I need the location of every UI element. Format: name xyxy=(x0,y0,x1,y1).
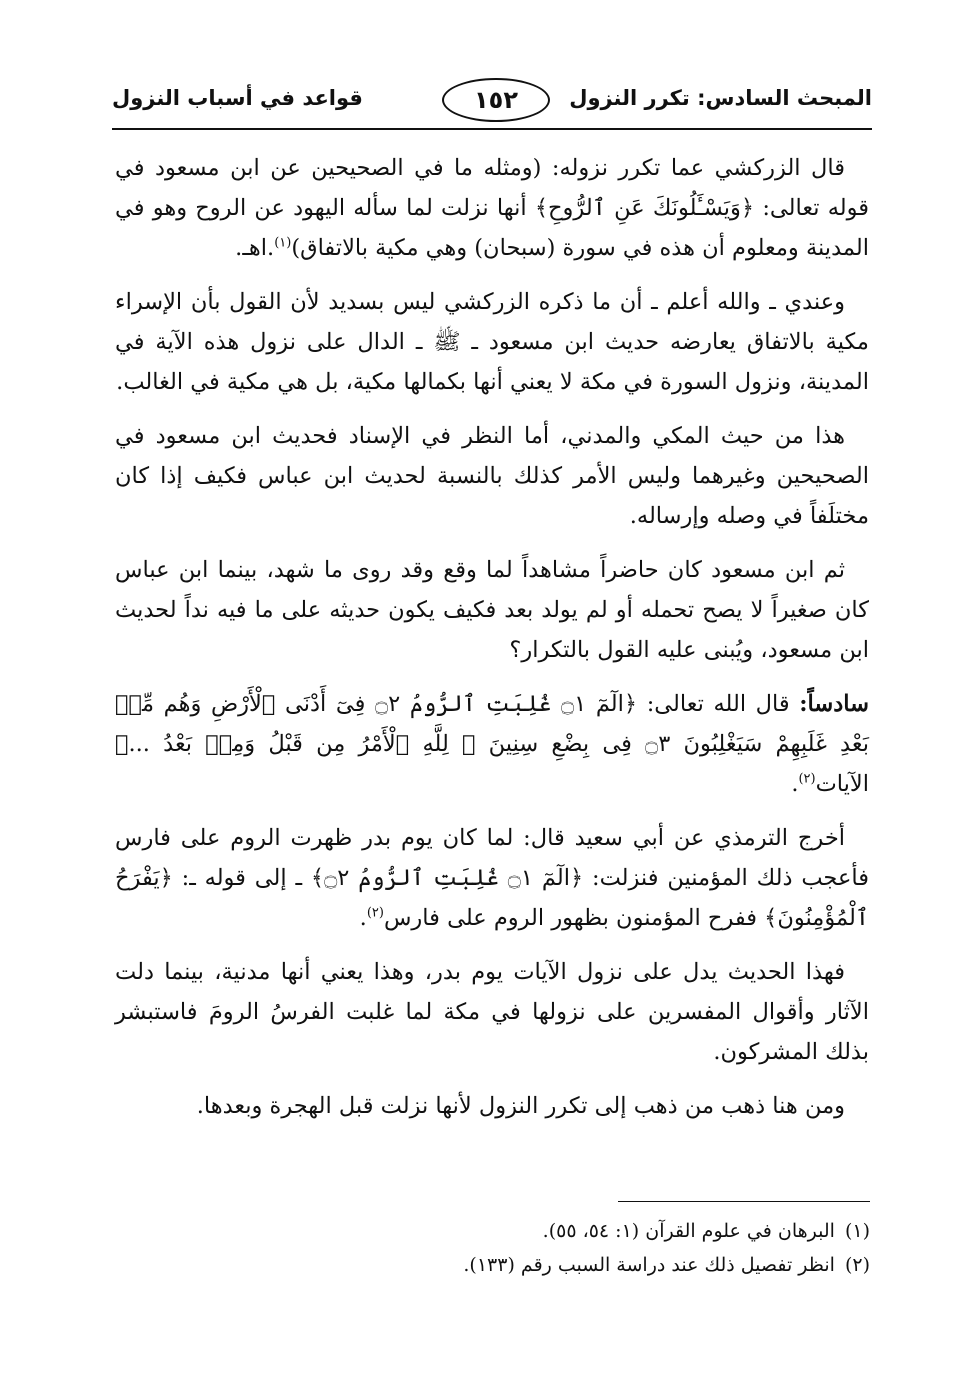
paragraph-text: وعندي ـ والله أعلم ـ أن ما ذكره الزركشي ليس بسديد لأن القول بأن الإسراء مكية بالاتفاق يعارضه حديث ابن مسعود ـ ﷺ ـ الدال على نزول هذه الآية في المدينة، ونزول السورة في مكة لا يعني أنها بكمالها مكية، بل هي مكية في الغالب. xyxy=(115,289,869,395)
footnote-text: البرهان في علوم القرآن (١: ٥٤، ٥٥). xyxy=(542,1220,835,1242)
paragraph-lead: سادساً: xyxy=(799,691,869,717)
paragraph-1 xyxy=(115,148,869,268)
paragraph-text: ومن هنا ذهب من ذهب إلى تكرر النزول لأنها نزلت قبل الهجرة وبعدها. xyxy=(196,1093,845,1119)
footnote-number: (٢) xyxy=(844,1254,870,1276)
paragraph-3 xyxy=(115,416,869,536)
paragraph-7 xyxy=(115,952,869,1072)
paragraph-text: أخرج الترمذي عن أبي سعيد قال: لما كان يوم بدر ظهرت الروم على فارس فأعجب ذلك المؤمنين فنزلت: ﴿الٓمٓ ۝١ غُلِبَتِ ٱلرُّومُ ۝٢﴾ ـ إلى قوله ـ: ﴿يَفْرَحُ ٱلْمُؤْمِنُونَ﴾ ففرح المؤمنون بظهور الروم على فارس xyxy=(115,825,869,931)
paragraph-text: ثم ابن مسعود كان حاضراً مشاهداً لما وقع وقد روى ما شهد، بينما ابن عباس كان صغيراً لا يصح تحمله أو لم يولد بعد فكيف يكون حديثه على ما فيه نداً لحديث ابن مسعود، ويُبنى عليه القول بالتكرار؟ xyxy=(115,557,869,663)
footnote-1 xyxy=(110,1214,870,1248)
footnote-2 xyxy=(110,1248,870,1282)
paragraph-tail: . xyxy=(359,905,367,931)
section-title: المبحث السادس: تكرر النزول xyxy=(569,86,872,110)
page-header xyxy=(112,78,872,130)
footnote-divider xyxy=(618,1201,870,1202)
footnote-ref: (١) xyxy=(274,235,292,251)
footnote-number: (١) xyxy=(844,1220,870,1242)
paragraph-2 xyxy=(115,282,869,402)
paragraph-5 xyxy=(115,684,869,804)
main-text xyxy=(115,148,869,1140)
paragraph-4 xyxy=(115,550,869,670)
footnote-text: انظر تفصيل ذلك عند دراسة السبب رقم (١٣٣). xyxy=(463,1254,835,1276)
paragraph-text: هذا من حيث المكي والمدني، أما النظر في الإسناد فحديث ابن مسعود في الصحيحين وغيرهما وليس الأمر كذلك بالنسبة لحديث ابن عباس فكيف إذا كان مختلَفاً في وصله وإرساله. xyxy=(115,423,869,529)
footnote-ref: (٢) xyxy=(798,771,816,787)
book-title: قواعد في أسباب النزول xyxy=(112,86,363,110)
paragraph-text: قال الزركشي عما تكرر نزوله: (ومثله ما في الصحيحين عن ابن مسعود في قوله تعالى: ﴿وَيَسْـَٔلُونَكَ عَنِ ٱلرُّوحِ﴾ أنها نزلت لما سأله اليهود عن الروح وهو في المدينة ومعلوم أن هذه في سورة (سبحان) وهي مكية بالاتفاق) xyxy=(115,155,869,261)
header-divider xyxy=(112,128,872,130)
footnote-ref: (٢) xyxy=(366,905,384,921)
paragraph-tail: . xyxy=(791,771,799,797)
page-number: ١٥٢ xyxy=(442,78,550,122)
paragraph-text: قال الله تعالى: ﴿الٓمٓ ۝١ غُلِبَتِ ٱلرُّومُ ۝٢ فِىٓ أَدْنَى ٱلْأَرْضِ وَهُم مِّنۢ بَعْدِ غَلَبِهِمْ سَيَغْلِبُونَ ۝٣ فِى بِضْعِ سِنِينَ ۗ لِلَّهِ ٱلْأَمْرُ مِن قَبْلُ وَمِنۢ بَعْدُ ...﴾ الآيات xyxy=(115,691,869,797)
paragraph-text: فهذا الحديث يدل على نزول الآيات يوم بدر، وهذا يعني أنها مدنية، بينما دلت الآثار وأقوال المفسرين على نزولها في مكة لما غلبت الفرسُ الرومَ فاستبشر بذلك المشركون. xyxy=(115,959,869,1065)
paragraph-6 xyxy=(115,818,869,938)
paragraph-tail: .اهـ. xyxy=(235,235,275,261)
paragraph-8 xyxy=(115,1086,869,1126)
footnotes xyxy=(110,1214,870,1282)
